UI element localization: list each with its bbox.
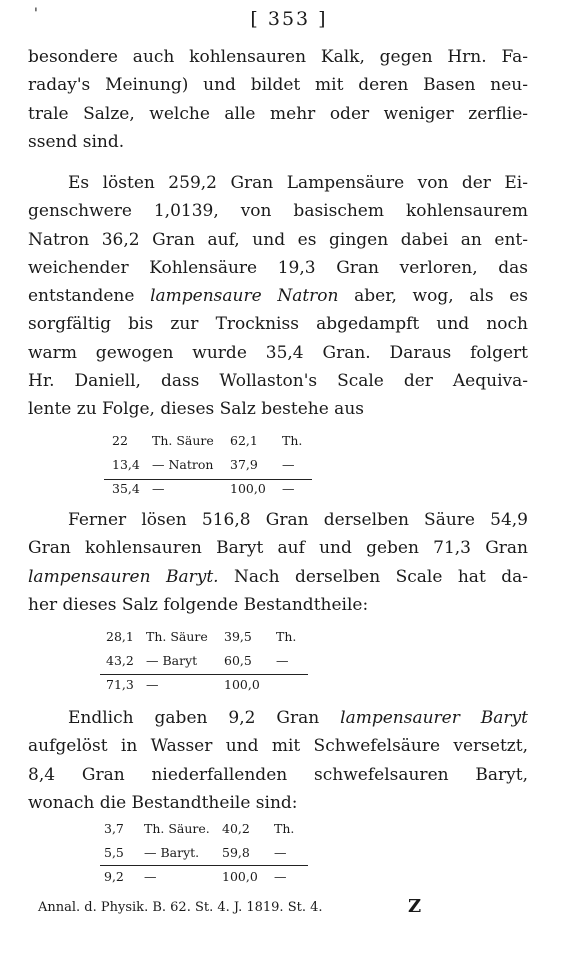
paragraph-2	[28, 169, 528, 424]
table-cell: — Baryt.	[144, 844, 200, 860]
text-segment: aber, wog, als es	[338, 286, 528, 307]
text-line: Es lösten 259,2 Gran Lampensäure von der Ei-	[68, 173, 528, 193]
paragraph-3	[28, 506, 528, 619]
italic-term: lampensaurer Baryt	[340, 708, 528, 728]
text-line: Hr. Daniell, dass Wollaston's Scale der Aequiva-	[28, 371, 528, 392]
table-cell: 35,4	[112, 480, 140, 496]
table-row	[112, 452, 312, 476]
text-line: Gran kohlensauren Baryt auf und geben 71,3 Gran	[28, 538, 528, 559]
text-line: 8,4 Gran niederfallenden schwefelsauren Baryt,	[28, 764, 528, 785]
text-line: trale Salze, welche alle mehr oder weniger zerflie-	[28, 103, 528, 124]
table-cell: 22	[112, 432, 128, 448]
page-number: [ 353 ]	[250, 8, 328, 30]
table-cell: Th. Säure	[146, 628, 208, 644]
table-cell: 3,7	[104, 820, 124, 836]
text-line: ssend sind.	[28, 131, 125, 152]
table-cell: 60,5	[224, 652, 252, 668]
text-line: wonach die Bestandtheile sind:	[28, 792, 298, 813]
table-cell: —	[282, 480, 295, 496]
table-cell: 13,4	[112, 456, 140, 472]
table-2-rule	[100, 674, 308, 675]
table-cell: Th. Säure.	[144, 820, 210, 836]
signature-mark: Z	[408, 896, 422, 917]
table-cell: Th.	[282, 432, 303, 448]
table-3-rule	[100, 865, 308, 866]
table-cell: —	[144, 868, 157, 884]
table-cell: 40,2	[222, 820, 250, 836]
table-cell: 100,0	[222, 868, 258, 884]
table-cell: Th.	[276, 628, 297, 644]
table-1-rule	[104, 479, 312, 480]
composition-table-2	[106, 624, 306, 696]
text-line: aufgelöst in Wasser und mit Schwefelsäure versetzt,	[28, 736, 528, 757]
paragraph-1	[28, 43, 528, 156]
table-cell: —	[282, 456, 295, 472]
table-row	[112, 428, 312, 452]
text-segment: entstandene	[28, 286, 151, 307]
table-cell: 43,2	[106, 652, 134, 668]
table-cell: Th. Säure	[152, 432, 214, 448]
table-row	[104, 816, 304, 840]
text-line: besondere auch kohlensauren Kalk, gegen Hrn. Fa-	[28, 47, 528, 67]
text-line: sorgfältig bis zur Trockniss abgedampft und noch	[28, 314, 528, 335]
text-line: weichender Kohlensäure 19,3 Gran verloren, das	[28, 257, 528, 278]
table-cell: 28,1	[106, 628, 134, 644]
table-cell: 5,5	[104, 844, 124, 860]
citation-footer: Annal. d. Physik. B. 62. St. 4. J. 1819. St. 4.	[38, 900, 323, 915]
table-cell: 100,0	[230, 480, 266, 496]
table-cell: 100,0	[224, 676, 260, 692]
text-line: lente zu Folge, dieses Salz bestehe aus	[28, 399, 364, 420]
table-cell: 62,1	[230, 432, 258, 448]
italic-term: lampensaure Natron	[150, 286, 339, 307]
table-cell: —	[146, 676, 159, 692]
table-cell: —	[274, 868, 287, 884]
table-cell: 59,8	[222, 844, 250, 860]
table-cell: —	[274, 844, 287, 860]
table-row	[106, 672, 306, 696]
text-line	[28, 704, 528, 732]
composition-table-1	[112, 428, 312, 500]
paragraph-4	[28, 704, 528, 817]
table-cell: 9,2	[104, 868, 124, 884]
text-segment: Endlich gaben 9,2 Gran	[68, 708, 341, 728]
composition-table-3	[104, 816, 304, 888]
table-cell: Th.	[274, 820, 295, 836]
text-line: Ferner lösen 516,8 Gran derselben Säure 54,9	[68, 510, 528, 530]
corner-mark: '	[34, 6, 38, 22]
text-segment: Nach derselben Scale hat da-	[218, 566, 528, 587]
text-line: genschwere 1,0139, von basischem kohlensaurem	[28, 201, 528, 222]
table-cell: — Natron	[152, 456, 214, 472]
table-cell: —	[276, 652, 289, 668]
table-row	[104, 864, 304, 888]
table-row	[104, 840, 304, 864]
text-line	[28, 282, 528, 310]
italic-term: lampensauren Baryt.	[28, 566, 219, 587]
table-cell: 71,3	[106, 676, 134, 692]
table-cell: —	[152, 480, 165, 496]
text-line	[28, 563, 528, 591]
table-cell: 39,5	[224, 628, 252, 644]
text-line: raday's Meinung) und bildet mit deren Basen neu-	[28, 75, 528, 96]
table-cell: 37,9	[230, 456, 258, 472]
table-row	[106, 624, 306, 648]
text-line: Natron 36,2 Gran auf, und es gingen dabei an ent-	[28, 229, 528, 250]
table-row	[106, 648, 306, 672]
table-cell: — Baryt	[146, 652, 198, 668]
text-line: warm gewogen wurde 35,4 Gran. Daraus folgert	[28, 342, 528, 363]
text-line: her dieses Salz folgende Bestandtheile:	[28, 594, 369, 615]
